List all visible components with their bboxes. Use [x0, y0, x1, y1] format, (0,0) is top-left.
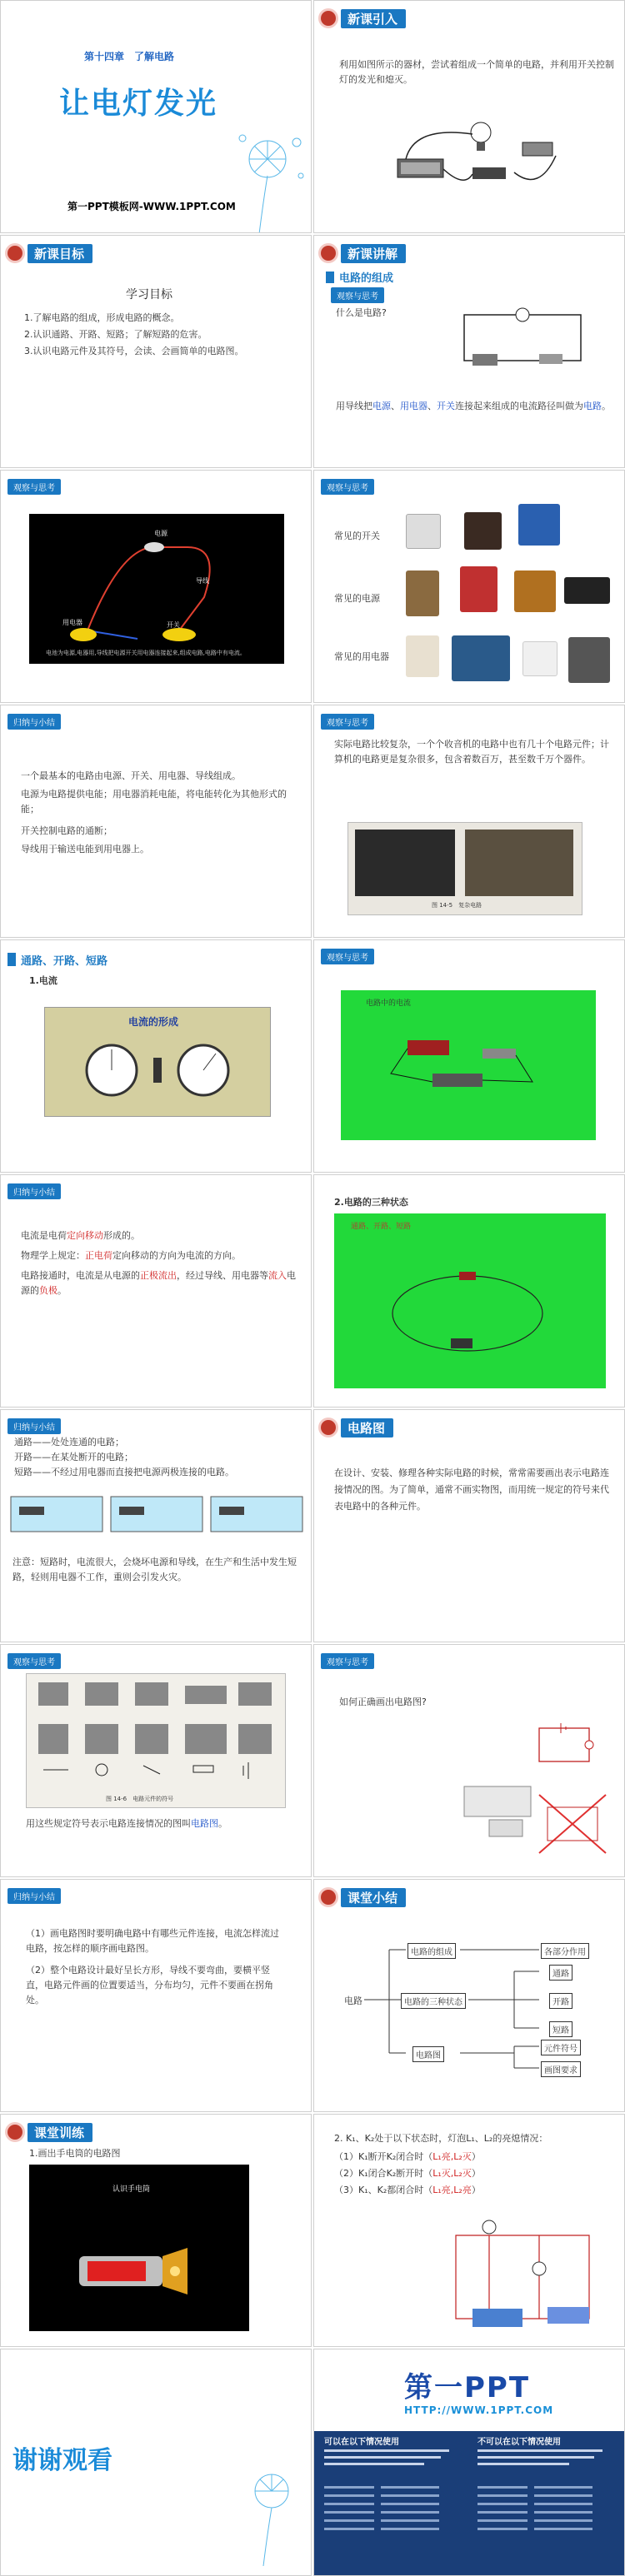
appliance-photo — [452, 635, 510, 681]
tree-leaf: 通路 — [549, 1965, 572, 1981]
appliance-photo — [406, 635, 439, 677]
summary-line: 电源为电路提供电能；用电器消耗电能，将电能转化为其他形式的能； — [21, 789, 287, 815]
slide-summary-components — [0, 705, 312, 938]
slide-current — [0, 939, 312, 1173]
simple-circuit-diagram — [448, 302, 598, 377]
thanks-title: 谢谢观看 — [12, 2446, 112, 2475]
tree-node: 电路的组成 — [408, 1943, 456, 1959]
current-direction-rule: 物理学上规定：正电荷定向移动的方向为电流的方向。 — [21, 1250, 241, 1261]
objectives-subtitle: 学习目标 — [126, 288, 172, 301]
bullet-icon — [321, 1420, 336, 1435]
chapter-label: 第十四章 了解电路 — [84, 51, 175, 62]
board-title: 认识手电筒 — [112, 2185, 151, 2194]
brand-logo: 第一PPT — [404, 2371, 531, 2404]
slide-header: 新课讲解 — [321, 244, 406, 262]
summary-tag: 归纳与小结 — [8, 1888, 61, 1904]
slide-three-states — [313, 1174, 625, 1408]
board-title: 电路中的电流 — [366, 999, 412, 1008]
current-path: 电路接通时，电流是从电源的正极流出，经过导线、用电器等流入电源的负极。 — [21, 1270, 296, 1296]
label-switch: 开关 — [167, 621, 180, 629]
observe-tag: 观察与思考 — [321, 1653, 374, 1669]
row-label-appliance: 常见的用电器 — [334, 651, 389, 662]
slide-lesson-summary — [313, 1879, 625, 2112]
item-label: 2.电路的三种状态 — [334, 1197, 408, 1208]
board-title: 电流的形成 — [128, 1016, 179, 1028]
board-title: 通路、开路、短路 — [351, 1223, 412, 1231]
observe-tag: 观察与思考 — [321, 949, 374, 964]
observe-tag: 观察与思考 — [321, 479, 374, 495]
current-definition: 电流是电荷定向移动形成的。 — [21, 1230, 140, 1241]
label-power: 电源 — [154, 530, 168, 537]
slide-header: 课堂小结 — [321, 1888, 406, 1906]
diagram-comparison — [439, 1712, 622, 1870]
tree-leaf: 元件符号 — [541, 2040, 581, 2055]
slide-common-components — [313, 470, 625, 703]
exercise-case: （3）K₁、K₂都闭合时（L₁亮,L₂亮） — [334, 2185, 481, 2195]
summary-line: 开关控制电路的通断； — [21, 825, 112, 836]
switch-photo — [518, 504, 560, 546]
state-def-short: 短路——不经过用电器而直接把电源两极连接的电路。 — [14, 1467, 234, 1477]
slide-draw-diagram — [313, 1644, 625, 1877]
item-label: 1.电流 — [29, 975, 58, 986]
slide-drawing-rules — [0, 1879, 312, 2112]
slide-header: 课堂训练 — [8, 2123, 92, 2141]
slide-circuit-video — [0, 470, 312, 703]
slide-intro — [313, 0, 625, 233]
slide-template-info — [313, 2349, 625, 2576]
bullet-icon — [321, 11, 336, 26]
summary-tag: 归纳与小结 — [8, 1418, 61, 1434]
figure-caption: 图 14-5 复杂电路 — [432, 902, 482, 909]
section-subheader: 电路的组成 — [326, 269, 393, 285]
slide-cover — [0, 0, 312, 233]
complex-text: 实际电路比较复杂，一个个收音机的电路中也有几十个电路元件；计算机的电路更是复杂很多，包含着数百万，甚至数千万个器件。 — [334, 739, 609, 765]
summary-tag: 归纳与小结 — [8, 714, 61, 730]
exercise-question: 2. K₁、K₂处于以下状态时，灯泡L₁、L₂的亮熄情况： — [334, 2133, 548, 2144]
slide-circuit-diagram-intro — [313, 1409, 625, 1642]
slide-classroom-practice — [0, 2114, 312, 2347]
slide-header: 通路、开路、短路 — [8, 950, 108, 969]
observe-tag: 观察与思考 — [331, 287, 384, 303]
slide-complex-circuits — [313, 705, 625, 938]
slide-header: 电路图 — [321, 1418, 393, 1437]
observe-tag: 观察与思考 — [321, 714, 374, 730]
current-board — [44, 1007, 271, 1117]
summary-line: 导线用于输送电能到用电器上。 — [21, 844, 149, 855]
switch-photo — [406, 514, 441, 549]
slide-component-symbols — [0, 1644, 312, 1877]
slide-circuit-composition — [313, 235, 625, 468]
state-def-closed: 通路——处处连通的电路； — [14, 1437, 124, 1447]
tree-leaf: 短路 — [549, 2021, 572, 2037]
short-circuit-warning: 注意：短路时，电流很大，会烧坏电源和导线，在生产和生活中发生短路，轻则用电器不工作，重则会引发火灾。 — [12, 1557, 297, 1582]
component-symbols-figure — [26, 1673, 286, 1808]
slide-header: 新课引入 — [321, 9, 406, 27]
green-board — [341, 990, 596, 1140]
bullet-icon — [8, 2125, 22, 2140]
exercise-item: 1.画出手电筒的电路图 — [29, 2148, 121, 2159]
exercise-case: （1）K₁断开K₂闭合时（L₁亮,L₂灭） — [334, 2151, 481, 2162]
flashlight-board — [29, 2165, 249, 2331]
bullet-icon — [321, 246, 336, 261]
definition-text: 用导线把电源、用电器、开关连接起来组成的电流路径叫做为电路。 — [336, 401, 611, 411]
row-label-power: 常见的电源 — [334, 593, 380, 604]
usage-allowed-title: 可以在以下情况使用 — [324, 2438, 399, 2447]
bullet-icon — [8, 246, 22, 261]
tree-leaf: 各部分作用 — [541, 1943, 589, 1959]
diagram-definition: 用这些规定符号表示电路连接情况的图叫电路图。 — [26, 1818, 228, 1829]
battery-photo — [460, 566, 498, 612]
brand-url: HTTP://WWW.1PPT.COM — [404, 2404, 554, 2416]
battery-photo — [564, 577, 610, 604]
diagram-intro-text: 在设计、安装、修理各种实际电路的时候，常常需要画出表示电路连接情况的图。为了简单，通常不画实物图，而用统一规定的符号来代表电路中的各种元件。 — [334, 1467, 609, 1512]
tree-root: 电路 — [344, 1996, 362, 2006]
slide-current-in-circuit — [313, 939, 625, 1173]
complex-circuit-photo — [348, 822, 582, 915]
objective-item: 1.了解电路的组成，形成电路的概念。 — [24, 312, 180, 323]
cover-title: 让电灯发光 — [59, 87, 218, 121]
summary-line: 一个最基本的电路由电源、开关、用电器、导线组成。 — [21, 770, 241, 781]
tree-leaf: 开路 — [549, 1993, 572, 2009]
exercise-case: （2）K₁闭合K₂断开时（L₁灭,L₂灭） — [334, 2168, 481, 2179]
label-appliance: 用电器 — [62, 619, 82, 626]
dandelion-icon — [226, 126, 309, 233]
slide-three-states-summary — [0, 1409, 312, 1642]
intro-text: 利用如图所示的器材，尝试着组成一个简单的电路，并利用开关控制灯的发光和熄灭。 — [339, 59, 614, 85]
summary-tag: 归纳与小结 — [8, 1183, 61, 1199]
animation-caption: 电池为电源,电器用,导线把电源开关用电器连接起来,组成电路,电路中有电流。 — [46, 650, 246, 656]
usage-forbidden-title: 不可以在以下情况使用 — [478, 2438, 561, 2447]
battery-photo — [514, 571, 556, 612]
observe-tag: 观察与思考 — [8, 479, 61, 495]
row-label-switch: 常见的开关 — [334, 531, 380, 541]
slide-switch-exercise — [313, 2114, 625, 2347]
objective-item: 2.认识通路、开路、短路；了解短路的危害。 — [24, 329, 208, 340]
slide-thanks — [0, 2349, 312, 2576]
tree-node: 电路图 — [412, 2046, 444, 2062]
appliance-photo — [522, 641, 558, 676]
green-board — [334, 1213, 606, 1388]
observe-tag: 观察与思考 — [8, 1653, 61, 1669]
three-states-illustration — [8, 1488, 308, 1538]
battery-photo — [406, 571, 439, 616]
site-label: 第一PPT模板网-WWW.1PPT.COM — [68, 201, 236, 212]
tree-leaf: 画图要求 — [541, 2061, 581, 2077]
question-text: 什么是电路? — [336, 307, 387, 318]
question-text: 如何正确画出电路图? — [339, 1697, 427, 1707]
info-panel — [314, 2431, 625, 2576]
figure-caption: 图 14-6 电路元件的符号 — [106, 1796, 174, 1802]
slide-header: 新课目标 — [8, 244, 92, 262]
drawing-rule: （1）画电路图时要明确电路中有哪些元件连接，电流怎样流过电路，按怎样的顺序画电路图。 — [26, 1928, 279, 1954]
appliance-photo — [568, 637, 610, 683]
state-def-open: 开路——在某处断开的电路； — [14, 1452, 133, 1462]
slide-current-direction — [0, 1174, 312, 1408]
label-wire: 导线 — [196, 577, 209, 585]
circuit-animation-frame — [29, 514, 284, 664]
objective-item: 3.认识电路元件及其符号，会读、会画简单的电路图。 — [24, 346, 244, 356]
circuit-apparatus-illustration — [389, 109, 572, 201]
drawing-rule: （2）整个电路设计最好呈长方形，导线不要弯曲，要横平竖直，电路元件画的位置要适当，分布均匀，元件不要画在拐角处。 — [26, 1965, 273, 2005]
slide-objectives — [0, 235, 312, 468]
tree-node: 电路的三种状态 — [401, 1993, 466, 2009]
switch-circuit-illustration — [439, 2202, 614, 2335]
switch-photo — [464, 512, 502, 550]
dandelion-icon — [234, 2458, 309, 2566]
